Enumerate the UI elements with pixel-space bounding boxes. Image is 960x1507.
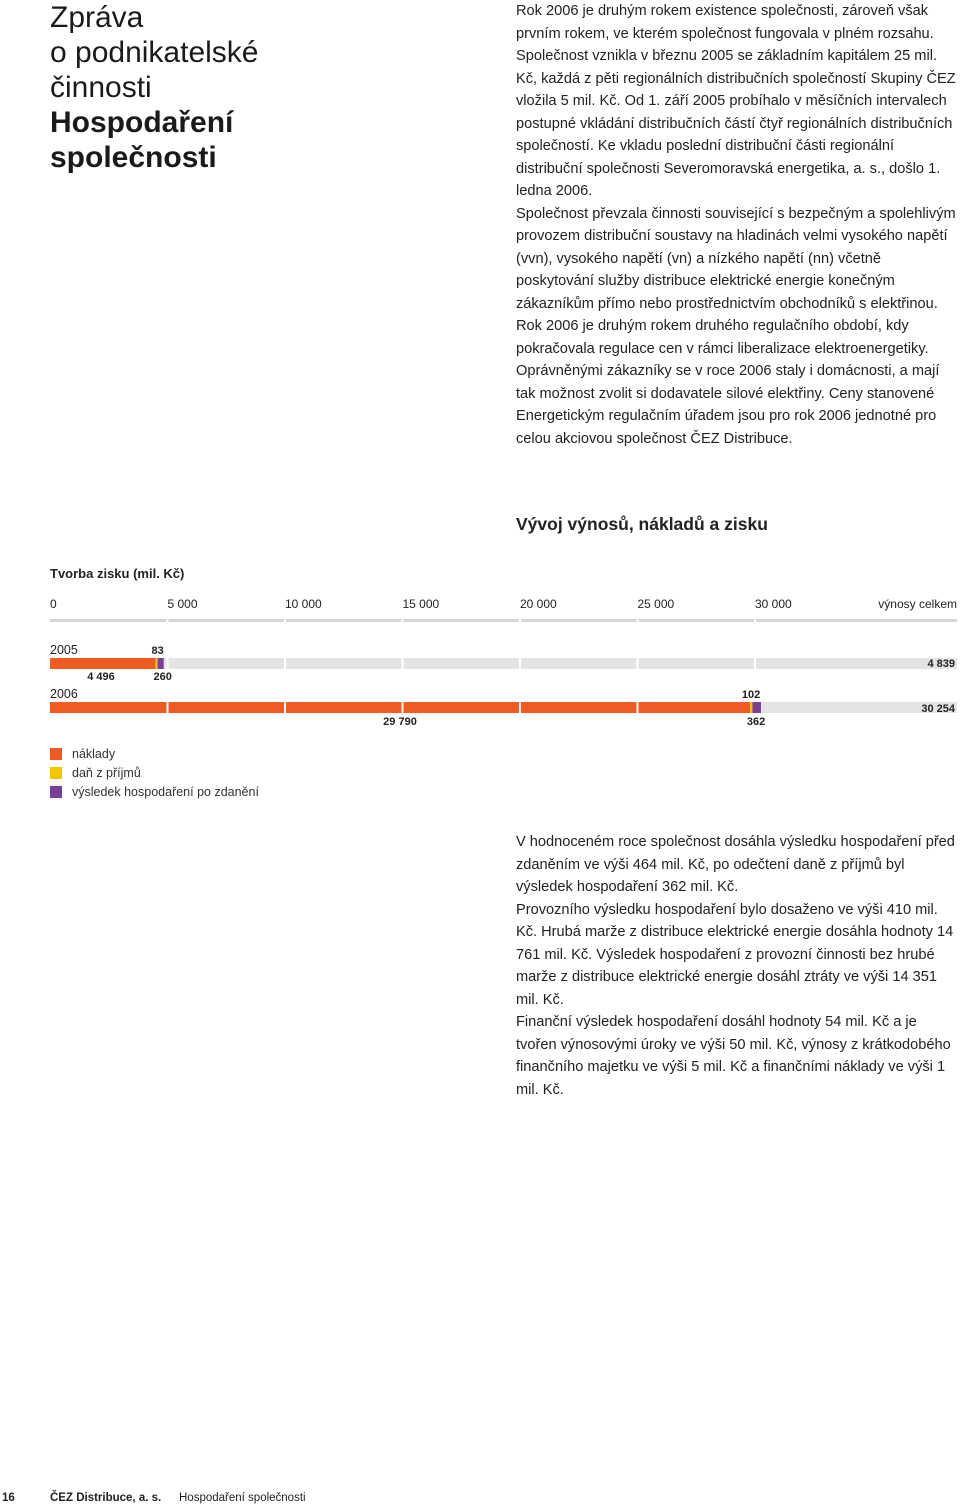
axis-tick-label: 20 000 [520, 597, 557, 611]
axis-ruler-segment [286, 619, 402, 622]
axis-ruler-segment [404, 619, 520, 622]
axis-tick-label: 25 000 [637, 597, 675, 611]
section-title-line: činnosti [50, 71, 152, 104]
bar-segment [158, 658, 164, 669]
outro-text [516, 831, 956, 1101]
bar-segment [286, 702, 402, 713]
legend-swatch [50, 767, 62, 779]
bar-segment [169, 702, 285, 713]
page-number: 16 [2, 1492, 15, 1504]
data-label: 4 496 [87, 671, 115, 683]
bar-segment [521, 702, 637, 713]
bar-segment [404, 702, 520, 713]
paragraph: Společnost převzala činnosti související s bezpečným a spolehlivým provozem distribuční soustavy na hladinách velmi vysokého napětí (vvn), vysokého napětí (vn) a nízkého napětí (nn) včetně poskytování služby distribuce elektrické energie konečným zákazníkům přímo nebo prostřednictvím obchodníků s elektřinou. [516, 205, 956, 312]
paragraph: Rok 2006 je druhým rokem druhého regulačního období, kdy pokračovala regulace cen v rámci liberalizace elektroenergetiky. Oprávněnými zákazníky se v roce 2006 staly i domácnosti, a mají tak možnost zvolit si dodavatele silové elektřiny. Ceny stanovené Energetickým regulačním úřadem jsou pro rok 2006 jednotné pro celou akciovou společnost ČEZ Distribuce. [516, 318, 940, 447]
paragraph: Provozního výsledku hospodaření bylo dosaženo ve výši 410 mil. Kč. Hrubá marže z distribuce elektrické energie dosáhla hodnoty 14 761 mil. Kč. Výsledek hospodaření z provozní činnosti bez hrubé marže z distribuce elektrické energie dosáhl ztráty ve výši 14 351 mil. Kč. [516, 901, 954, 1008]
bar-track-segment [286, 658, 402, 669]
profit-chart [0, 590, 960, 740]
category-label: 2005 [50, 643, 78, 657]
axis-end-label: výnosy celkem [878, 597, 957, 611]
section-title [50, 0, 290, 175]
data-label: 29 790 [383, 716, 417, 728]
section-title-line: Zpráva [50, 1, 144, 34]
axis-ruler-segment [756, 619, 957, 622]
bar-segment [639, 702, 751, 713]
chart-legend [50, 744, 259, 801]
bar-track-segment [521, 658, 637, 669]
chart-label: Tvorba zisku (mil. Kč) [50, 566, 185, 581]
axis-tick-label: 5 000 [167, 597, 198, 611]
intro-text [516, 0, 956, 450]
legend-label: náklady [72, 746, 116, 761]
footer-section: Hospodaření společnosti [179, 1492, 306, 1504]
axis-tick-label: 15 000 [402, 597, 440, 611]
bar-track-segment [404, 658, 520, 669]
bar-segment [50, 658, 156, 669]
bar-track-segment [169, 658, 285, 669]
data-label: 102 [741, 689, 761, 701]
legend-swatch [50, 748, 62, 760]
legend-label: daň z příjmů [72, 765, 141, 780]
legend-item [50, 744, 259, 763]
legend-label: výsledek hospodaření po zdanění [72, 784, 259, 799]
axis-ruler-segment [639, 619, 755, 622]
legend-swatch [50, 786, 62, 798]
axis-ruler-segment [50, 619, 167, 622]
paragraph: Rok 2006 je druhým rokem existence společnosti, zároveň však prvním rokem, ve kterém společnost fungovala v plném rozsahu. Společnost vznikla v březnu 2005 se základním kapitálem 25 mil. Kč, každá z pěti regionálních distribučních společností Skupiny ČEZ vložila 5 mil. Kč. Od 1. září 2005 probíhalo v měsíčních intervalech postupné vkládání distribučních částí čtyř regionálních distribučních společností. Ke vkladu poslední distribuční části regionální distribuční společnosti Severomoravská energetika, a. s., došlo 1. ledna 2006. [516, 3, 956, 199]
bar-segment [752, 702, 761, 713]
axis-ruler-segment [521, 619, 637, 622]
data-label: 260 [153, 671, 172, 683]
chart-section-title: Vývoj výnosů, nákladů a zisku [516, 514, 768, 534]
axis-ruler-segment [169, 619, 285, 622]
section-title-line: společnosti [50, 141, 217, 174]
section-title-line: Hospodaření [50, 106, 234, 139]
total-label: 30 254 [921, 703, 955, 715]
bar-segment [50, 702, 167, 713]
legend-item [50, 763, 259, 782]
data-label: 83 [151, 645, 164, 657]
total-label: 4 839 [927, 658, 955, 670]
bar-track-segment [639, 658, 755, 669]
footer-company: ČEZ Distribuce, a. s. [50, 1492, 162, 1504]
section-title-line: o podnikatelské [50, 36, 259, 69]
axis-tick-label: 0 [50, 597, 57, 611]
paragraph: Finanční výsledek hospodaření dosáhl hodnoty 54 mil. Kč a je tvořen výnosovými úroky ve výši 50 mil. Kč, výnosy z krátkodobého finančního majetku ve výši 5 mil. Kč a finančními náklady ve výši 1 mil. Kč. [516, 1014, 951, 1098]
axis-tick-label: 30 000 [755, 597, 792, 611]
paragraph: V hodnoceném roce společnost dosáhla výsledku hospodaření před zdaněním ve výši 464 mil. Kč, po odečtení daně z příjmů byl výsledek hospodaření 362 mil. Kč. [516, 834, 955, 895]
axis-tick-label: 10 000 [285, 597, 322, 611]
category-label: 2006 [50, 687, 78, 701]
data-label: 362 [746, 716, 766, 728]
legend-item [50, 782, 259, 801]
